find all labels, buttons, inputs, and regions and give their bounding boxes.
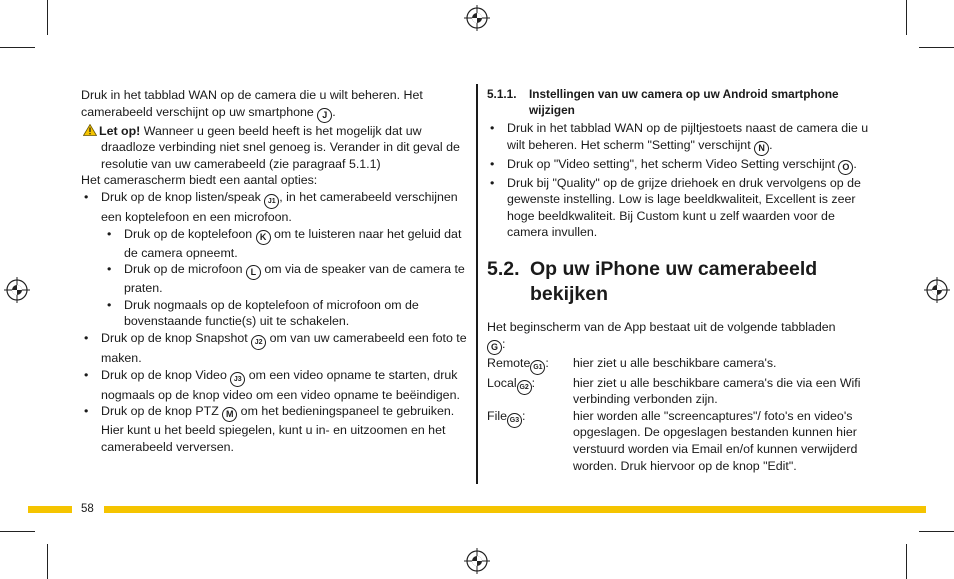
table-row: Local G2 : hier ziet u alle beschikbare camera's die via een Wifi verbinding verbonden zijn. [487, 375, 861, 407]
section-number: 5.2. [487, 257, 520, 280]
left-column [81, 87, 469, 455]
section-title: Op uw iPhone uw camerabeeld bekijken [530, 257, 818, 305]
ref-badge: N [754, 141, 769, 156]
ref-badge: G [487, 340, 502, 355]
subsection-number: 5.1.1. [487, 87, 517, 101]
right-column [487, 87, 879, 474]
ref-badge: J3 [230, 372, 245, 387]
tabs-table [487, 355, 879, 475]
table-row: File G3 : hier worden alle "screencaptures"/ foto's en video's opgeslagen. De opgeslagen bestanden kunnen hier verstuurd worden via Email en/of kunnen verwijderd worden. Druk hiervoor op de knop "Edit". [487, 408, 858, 473]
footer-bar [104, 506, 926, 513]
options-intro: Het camerascherm biedt een aantal opties: [81, 173, 318, 188]
android-steps-list [487, 120, 879, 241]
ref-badge: O [838, 160, 853, 175]
ref-badge: G1 [530, 360, 545, 375]
warning-label: Let op! [99, 123, 141, 138]
crop-mark [906, 0, 907, 35]
table-row: Remote G1 : hier ziet u alle beschikbare camera's. [487, 355, 879, 375]
list-item: • Druk in het tabblad WAN op de pijltjestoets naast de camera die u wilt beheren. Het scherm "Setting" verschijnt N . [487, 120, 879, 156]
ref-badge: J [317, 108, 332, 123]
ref-badge: L [246, 265, 261, 280]
crop-mark [906, 544, 907, 579]
warning-icon [83, 124, 97, 136]
column-divider [476, 84, 478, 484]
warning-text: Wanneer u geen beeld heeft is het mogelijk dat uw draadloze verbinding niet snel genoeg is. Verander in dit geval de resolutie van uw camerabeeld (zie paragraaf 5.1.1) [101, 123, 460, 171]
registration-mark-icon [4, 277, 30, 303]
tabs-intro: Het beginscherm van de App bestaat uit de volgende tabbladen G : [487, 319, 879, 355]
ref-badge: G2 [517, 380, 532, 395]
options-list [81, 189, 469, 455]
registration-mark-icon [464, 548, 490, 574]
footer-bar [28, 506, 72, 513]
list-item: • Druk op de microfoon L om via de speaker van de camera te praten. [81, 261, 469, 297]
list-item: • Druk op "Video setting", het scherm Video Setting verschijnt O . [487, 156, 879, 175]
crop-mark [47, 544, 48, 579]
list-item: • Druk op de knop PTZ M om het bedieningspaneel te gebruiken. Hier kunt u het beeld spiegelen, kunt u in- en uitzoomen en het camerabeeld verversen. [81, 403, 469, 455]
subsection-title: Instellingen van uw camera op uw Android smartphone wijzigen [529, 87, 839, 117]
crop-mark [0, 47, 35, 48]
ref-badge: J1 [264, 194, 279, 209]
crop-mark [919, 531, 954, 532]
registration-mark-icon [464, 5, 490, 31]
ref-badge: J2 [251, 335, 266, 350]
list-item: • Druk nogmaals op de koptelefoon of microfoon om de bovenstaande functie(s) uit te schakelen. [81, 297, 469, 330]
list-item: • Druk bij "Quality" op de grijze driehoek en druk vervolgens op de gewenste instelling. Low is lage beeldkwaliteit, Excellent is zeer hoge beeldkwaliteit. Bij Custom kunt u zelf waarden voor de camera invullen. [487, 175, 879, 241]
subsection-heading [487, 87, 879, 118]
crop-mark [47, 0, 48, 35]
list-item: • Druk op de knop Snapshot J2 om van uw camerabeeld een foto te maken. [81, 330, 469, 367]
registration-mark-icon [924, 277, 950, 303]
ref-badge: G3 [507, 413, 522, 428]
intro-paragraph: Druk in het tabblad WAN op de camera die u wilt beheren. Het camerabeeld verschijnt op uw smartphone J . [81, 87, 469, 123]
warning-note [81, 123, 469, 173]
crop-mark [0, 531, 35, 532]
list-item: • Druk op de knop listen/speak J1 , in het camerabeeld verschijnen een koptelefoon en een microfoon. [81, 189, 469, 226]
ref-badge: M [222, 407, 237, 422]
page-number: 58 [81, 503, 94, 515]
crop-mark [919, 47, 954, 48]
list-item: • Druk op de koptelefoon K om te luisteren naar het geluid dat de camera opneemt. [81, 226, 469, 262]
ref-badge: K [256, 230, 271, 245]
section-heading [487, 257, 879, 307]
list-item: • Druk op de knop Video J3 om een video opname te starten, druk nogmaals op de knop video om een video opname te beëindigen. [81, 367, 469, 404]
